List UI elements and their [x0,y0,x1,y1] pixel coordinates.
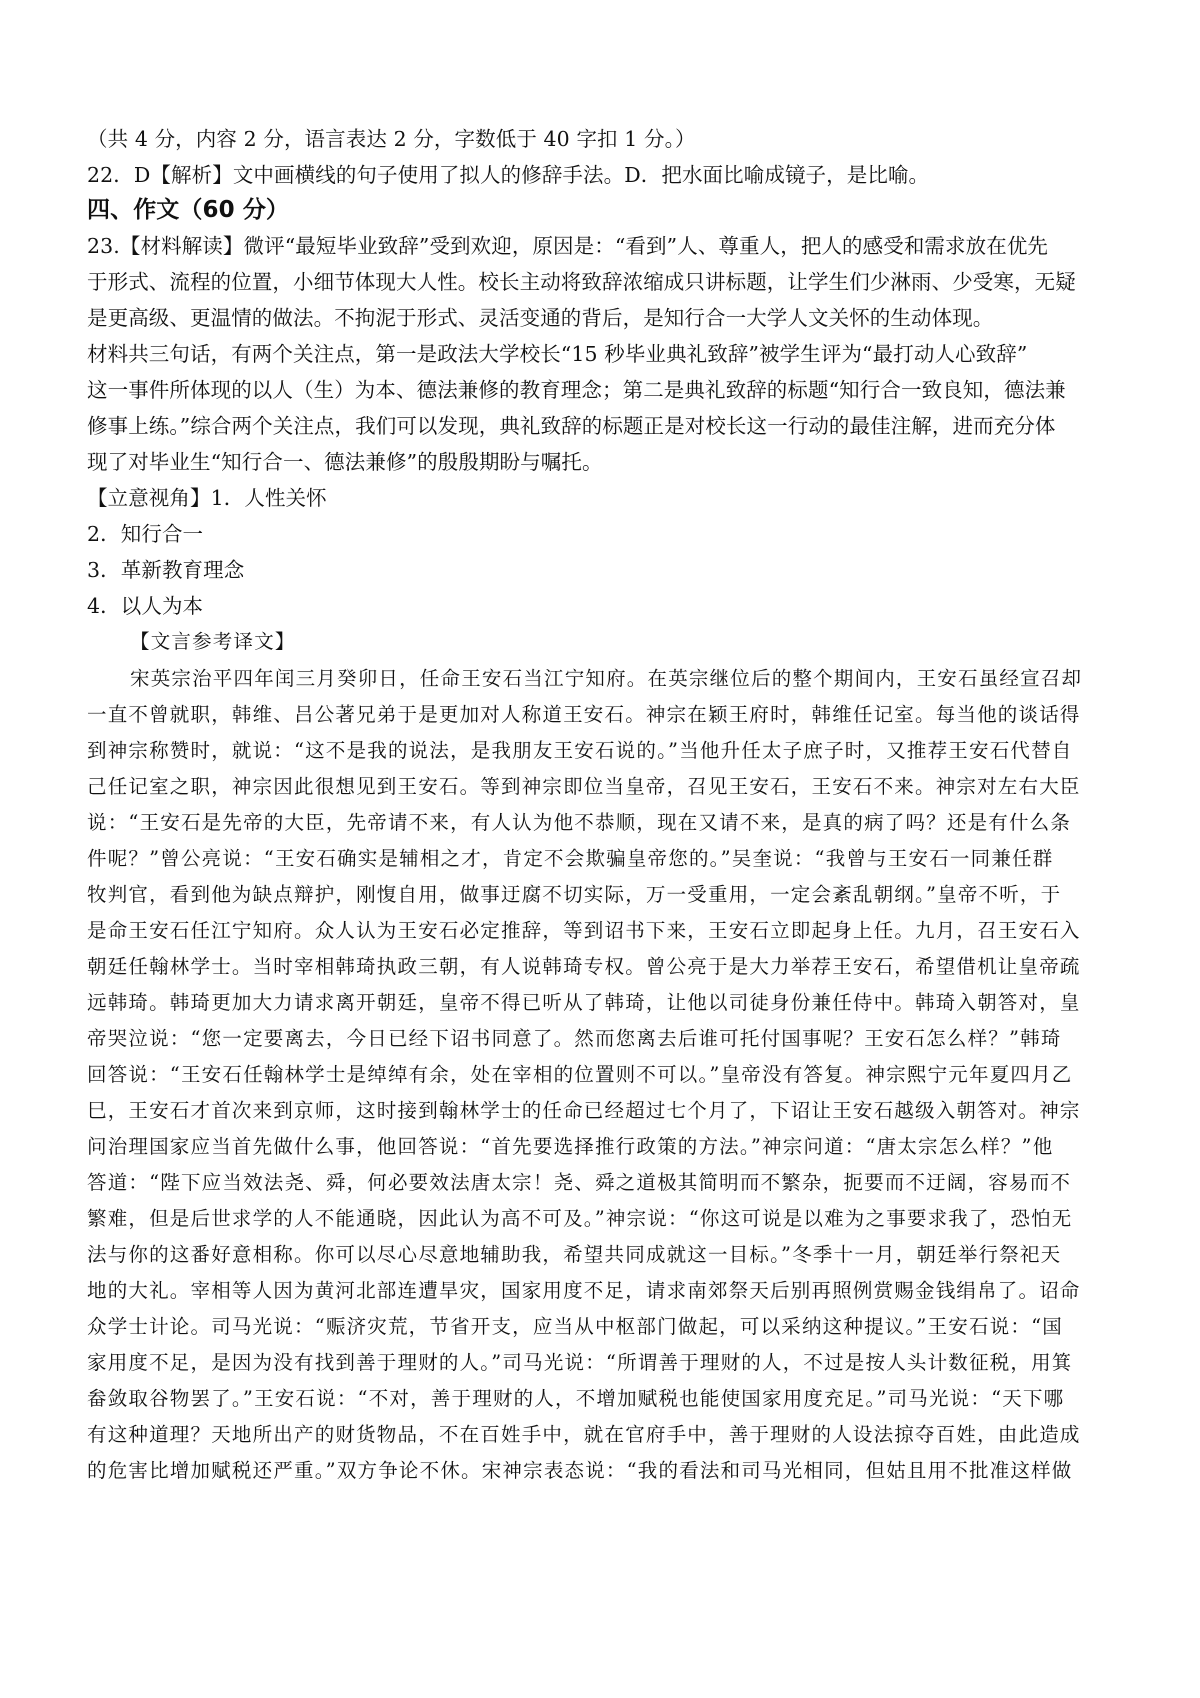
translation-line: 朝廷任翰林学士。当时宰相韩琦执政三朝，有人说韩琦专权。曾公亮于是大力举荐王安石，希望借机让皇帝疏 [87,955,1081,978]
angle-item: 【立意视角】1．人性关怀 [87,486,327,510]
translation-line: 法与你的这番好意相称。你可以尽心尽意地辅助我，希望共同成就这一目标。”冬季十一月，朝廷举行祭祀天 [87,1243,1062,1266]
translation-line: 帝哭泣说：“您一定要离去，今日已经下诏书同意了。然而您离去后谁可托付国事呢？王安石怎么样？”韩琦 [87,1027,1062,1050]
reading-line: 这一事件所体现的以人（生）为本、德法兼修的教育理念；第二是典礼致辞的标题“知行合一致良知，德法兼 [87,378,1066,402]
q22-answer: 22．D【解析】文中画横线的句子使用了拟人的修辞手法。D．把水面比喻成镜子，是比喻。 [87,163,930,187]
translation-heading: 【文言参考译文】 [130,630,296,653]
reading-line: 23.【材料解读】微评“最短毕业致辞”受到欢迎，原因是：“看到”人、尊重人，把人的感受和需求放在优先 [87,234,1049,258]
translation-line: 件呢？”曾公亮说：“王安石确实是辅相之才，肯定不会欺骗皇帝您的。”吴奎说：“我曾与王安石一同兼任群 [87,847,1054,870]
translation-line: 繁难，但是后世求学的人不能通晓，因此认为高不可及。”神宗说：“你这可说是以难为之事要求我了，恐怕无 [87,1207,1073,1230]
translation-line: 是命王安石任江宁知府。众人认为王安石必定推辞，等到诏书下来，王安石立即起身上任。九月，召王安石入 [87,919,1081,942]
reading-line: 是更高级、更温情的做法。不拘泥于形式、灵活变通的背后，是知行合一大学人文关怀的生动体现。 [87,306,994,330]
angle-item: 3．革新教育理念 [87,558,245,582]
translation-line: 有这种道理？天地所出产的财货物品，不在百姓手中，就在官府手中，善于理财的人设法掠夺百姓，由此造成 [87,1423,1081,1446]
translation-line: 远韩琦。韩琦更加大力请求离开朝廷，皇帝不得已听从了韩琦，让他以司徒身份兼任侍中。韩琦入朝答对，皇 [87,991,1081,1014]
translation-line: 地的大礼。宰相等人因为黄河北部连遭旱灾，国家用度不足，请求南郊祭天后别再照例赏赐金钱绢帛了。诏命 [87,1279,1081,1302]
translation-line: 家用度不足，是因为没有找到善于理财的人。”司马光说：“所谓善于理财的人，不过是按人头计数征税，用箕 [87,1351,1073,1374]
translation-line: 的危害比增加赋税还严重。”双方争论不休。宋神宗表态说：“我的看法和司马光相同，但姑且用不批准这样做 [87,1459,1073,1482]
angle-item: 2．知行合一 [87,522,204,546]
essay-section-heading: 四、作文（60 分） [87,197,290,223]
translation-line: 问治理国家应当首先做什么事，他回答说：“首先要选择推行政策的方法。”神宗问道：“唐太宗怎么样？”他 [87,1135,1054,1158]
translation-line: 回答说：“王安石任翰林学士是绰绰有余，处在宰相的位置则不可以。”皇帝没有答复。神宗熙宁元年夏四月乙 [87,1063,1073,1086]
translation-line: 宋英宗治平四年闰三月癸卯日，任命王安石当江宁知府。在英宗继位后的整个期间内，王安石虽经宣召却 [130,667,1083,690]
angle-item: 4．以人为本 [87,594,204,618]
translation-line: 牧判官，看到他为缺点辩护，刚愎自用，做事迂腐不切实际，万一受重用，一定会紊乱朝纲。”皇帝不听，于 [87,883,1062,906]
reading-line: 修事上练。”综合两个关注点，我们可以发现，典礼致辞的标题正是对校长这一行动的最佳注解，进而充分体 [87,414,1056,438]
reading-line: 材料共三句话，有两个关注点，第一是政法大学校长“15 秒毕业典礼致辞”被学生评为“最打动人心致辞” [87,342,1028,366]
translation-line: 众学士计论。司马光说：“赈济灾荒，节省开支，应当从中枢部门做起，可以采纳这种提议。”王安石说：“国 [87,1315,1063,1338]
translation-line: 巳，王安石才首次来到京师，这时接到翰林学士的任命已经超过七个月了，下诏让王安石越级入朝答对。神宗 [87,1099,1081,1122]
translation-line: 己任记室之职，神宗因此很想见到王安石。等到神宗即位当皇帝，召见王安石，王安石不来。神宗对左右大臣 [87,775,1081,798]
translation-line: 答道：“陛下应当效法尧、舜，何必要效法唐太宗！尧、舜之道极其简明而不繁杂，扼要而不迂阔，容易而不 [87,1171,1072,1194]
translation-line: 一直不曾就职，韩维、吕公著兄弟于是更加对人称道王安石。神宗在颖王府时，韩维任记室。每当他的谈话得 [87,703,1081,726]
translation-line: 畚敛取谷物罢了。”王安石说：“不对，善于理财的人，不增加赋税也能使国家用度充足。”司马光说：“天下哪 [87,1387,1065,1410]
q21-scoring-note: （共 4 分，内容 2 分，语言表达 2 分，字数低于 40 字扣 1 分。） [87,127,696,151]
translation-line: 到神宗称赞时，就说：“这不是我的说法，是我朋友王安石说的。”当他升任太子庶子时，又推荐王安石代替自 [87,739,1073,762]
reading-line: 现了对毕业生“知行合一、德法兼修”的殷殷期盼与嘱托。 [87,450,603,474]
translation-line: 说：“王安石是先帝的大臣，先帝请不来，有人认为他不恭顺，现在又请不来，是真的病了吗？还是有什么条 [87,811,1072,834]
reading-line: 于形式、流程的位置，小细节体现大人性。校长主动将致辞浓缩成只讲标题，让学生们少淋雨、少受寒，无疑 [87,270,1076,294]
